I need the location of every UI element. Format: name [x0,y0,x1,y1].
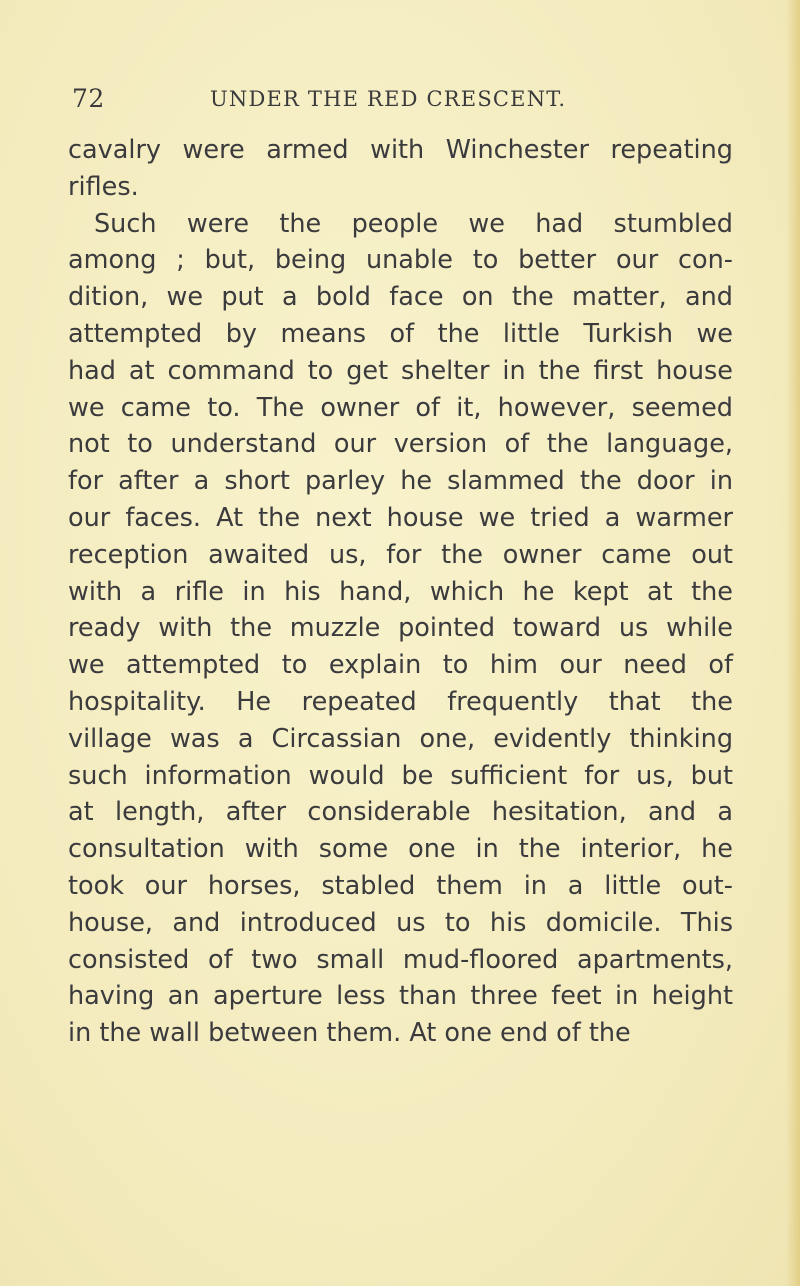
text-line: attempted by means of the little Turkish we [68,318,733,349]
text-line: house, and introduced us to his domicile. This [68,907,733,938]
text-line: Such were the people we had stumbled [94,208,733,239]
text-line: having an aperture less than three feet in height [68,981,733,1012]
text-line: consultation with some one in the interior, he [68,834,733,865]
text-line: hospitality. He repeated frequently that the [68,686,733,717]
text-line: for after a short parley he slammed the door in [68,466,733,497]
page-header [72,84,722,120]
text-line: in the wall between them. At one end of the [68,1018,631,1049]
text-line: with a rifle in his hand, which he kept at the [68,576,733,607]
text-line: village was a Circassian one, evidently thinking [68,723,733,754]
text-line: we attempted to explain to him our need of [68,650,733,681]
text-line: ready with the muzzle pointed toward us while [68,613,733,644]
text-line: we came to. The owner of it, however, seemed [68,392,733,423]
text-line: reception awaited us, for the owner came out [68,539,733,570]
text-line: had at command to get shelter in the first house [68,355,733,386]
body-text [68,132,733,1052]
page-number: 72 [72,84,105,113]
text-line: cavalry were armed with Winchester repeating [68,135,733,165]
text-line: consisted of two small mud-floored apartments, [68,944,733,975]
page-edge-shadow [786,0,800,1286]
text-line: not to understand our version of the language, [68,429,733,460]
text-line: among ; but, being unable to better our con- [68,245,733,276]
text-line: took our horses, stabled them in a little out- [68,870,733,901]
running-head: UNDER THE RED CRESCENT. [210,87,567,111]
text-line: such information would be sufficient for us, but [68,760,733,791]
text-line: rifles. [68,171,139,202]
text-line: our faces. At the next house we tried a warmer [68,502,733,533]
text-line: at length, after considerable hesitation, and a [68,797,733,828]
text-line: dition, we put a bold face on the matter, and [68,282,733,313]
